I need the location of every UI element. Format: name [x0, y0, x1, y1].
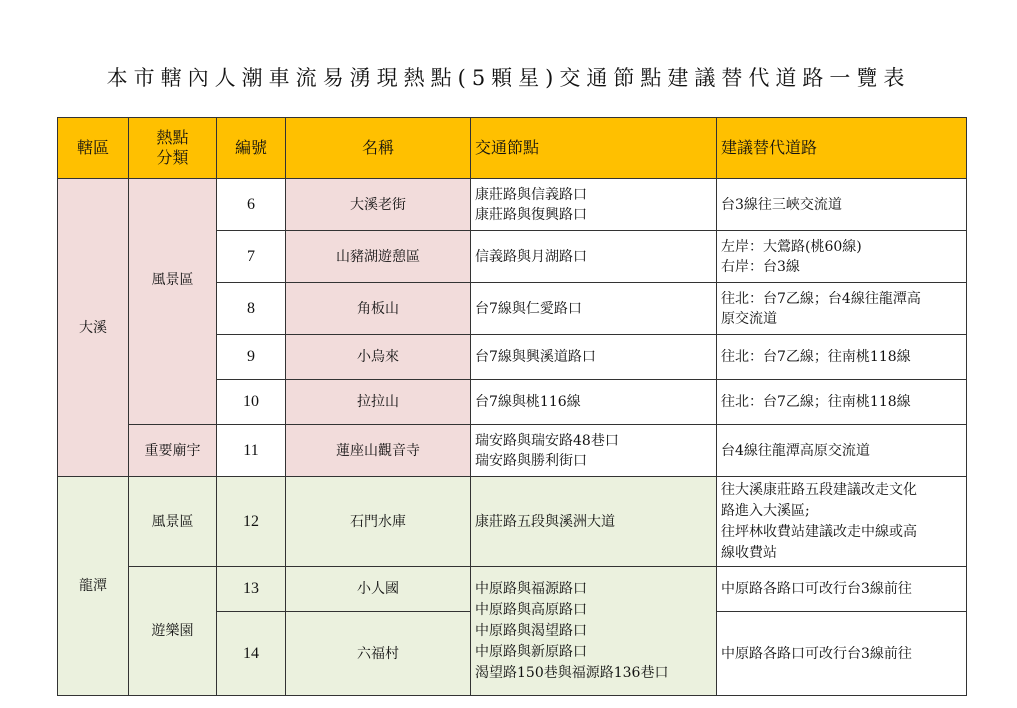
name-cell: 大溪老街 [286, 179, 471, 231]
header-category-line1: 熱點 [156, 128, 189, 147]
node-cell [471, 425, 717, 477]
table-row [58, 477, 967, 567]
alt-route-cell [717, 231, 967, 283]
name-cell: 石門水庫 [286, 477, 471, 567]
number-cell: 7 [217, 231, 286, 283]
header-number: 編號 [217, 118, 286, 179]
name-cell: 山豬湖遊憩區 [286, 231, 471, 283]
number-cell: 9 [217, 335, 286, 380]
table-row [58, 567, 967, 612]
name-cell: 蓮座山觀音寺 [286, 425, 471, 477]
node-cell: 信義路與月湖路口 [471, 231, 717, 283]
category-cell: 重要廟宇 [129, 425, 217, 477]
table-row [58, 425, 967, 477]
alt-route-cell: 台3線往三峽交流道 [717, 179, 967, 231]
alternative-routes-table [57, 117, 967, 696]
alt-route-cell: 往北：台7乙線；往南桃118線 [717, 335, 967, 380]
header-alt-route: 建議替代道路 [717, 118, 967, 179]
number-cell: 10 [217, 380, 286, 425]
node-line: 中原路與高原路口 [475, 602, 587, 618]
node-line: 渴望路150巷與福源路136巷口 [475, 665, 669, 681]
category-cell: 遊樂園 [129, 567, 217, 696]
alt-route-line: 右岸：台3線 [721, 258, 800, 275]
node-line: 瑞安路與瑞安路48巷口 [475, 432, 619, 449]
alt-route-cell [717, 477, 967, 567]
name-cell: 六福村 [286, 612, 471, 696]
district-cell: 龍潭 [58, 477, 129, 696]
node-line: 中原路與福源路口 [475, 581, 587, 597]
header-district: 轄區 [58, 118, 129, 179]
alt-route-line: 往北：台7乙線；台4線往龍潭高 [721, 290, 921, 307]
shared-node-cell [471, 567, 717, 696]
alt-route-line: 路進入大溪區; [721, 502, 810, 519]
alt-route-line: 往坪林收費站建議改走中線或高 [721, 523, 917, 540]
page-title: 本市轄內人潮車流易湧現熱點(5顆星)交通節點建議替代道路一覽表 [106, 66, 911, 90]
node-cell: 台7線與興溪道路口 [471, 335, 717, 380]
header-category [129, 118, 217, 179]
alt-route-line: 往大溪康莊路五段建議改走文化 [721, 481, 917, 498]
node-line: 中原路與渴望路口 [475, 623, 587, 639]
node-line: 康莊路與信義路口 [475, 186, 587, 203]
header-name: 名稱 [286, 118, 471, 179]
node-cell: 台7線與桃116線 [471, 380, 717, 425]
name-cell: 拉拉山 [286, 380, 471, 425]
alt-route-cell: 往北：台7乙線；往南桃118線 [717, 380, 967, 425]
name-cell: 小人國 [286, 567, 471, 612]
node-line: 中原路與新原路口 [475, 644, 587, 660]
node-line: 康莊路與復興路口 [475, 206, 587, 223]
node-cell: 康莊路五段與溪洲大道 [471, 477, 717, 567]
alt-route-cell: 中原路各路口可改行台3線前往 [717, 612, 967, 696]
number-cell: 13 [217, 567, 286, 612]
header-row [58, 118, 967, 179]
alt-route-line: 左岸：大鶯路(桃60線) [721, 238, 862, 255]
number-cell: 14 [217, 612, 286, 696]
name-cell: 小烏來 [286, 335, 471, 380]
category-cell: 風景區 [129, 477, 217, 567]
alt-route-line: 原交流道 [721, 310, 777, 327]
alt-route-cell: 台4線往龍潭高原交流道 [717, 425, 967, 477]
node-cell: 台7線與仁愛路口 [471, 283, 717, 335]
alt-route-cell: 中原路各路口可改行台3線前往 [717, 567, 967, 612]
alt-route-cell [717, 283, 967, 335]
node-line: 瑞安路與勝利街口 [475, 452, 587, 469]
header-category-line2: 分類 [156, 148, 189, 167]
number-cell: 11 [217, 425, 286, 477]
name-cell: 角板山 [286, 283, 471, 335]
node-cell [471, 179, 717, 231]
number-cell: 8 [217, 283, 286, 335]
category-cell: 風景區 [129, 179, 217, 425]
header-node: 交通節點 [471, 118, 717, 179]
number-cell: 6 [217, 179, 286, 231]
alt-route-line: 線收費站 [721, 544, 777, 561]
number-cell: 12 [217, 477, 286, 567]
district-cell: 大溪 [58, 179, 129, 477]
table-row [58, 179, 967, 231]
